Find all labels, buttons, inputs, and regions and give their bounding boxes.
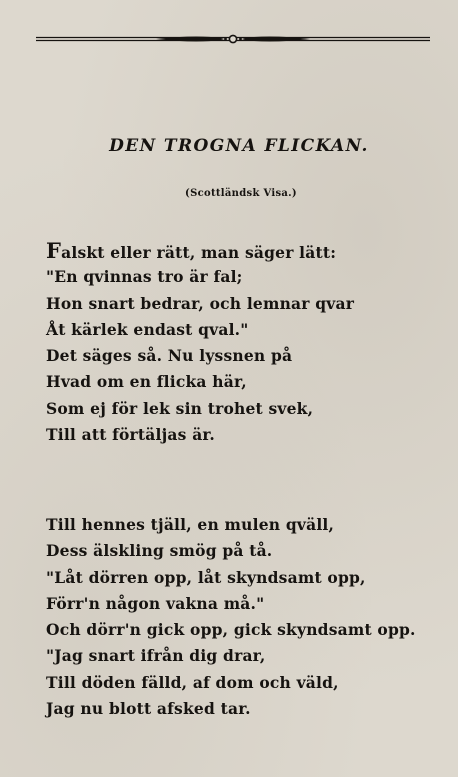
verse-line: Förr'n någon vakna må." (46, 593, 265, 613)
ornamental-rule-icon (36, 32, 430, 46)
verse-line: "Låt dörren opp, låt skyndsamt opp, (46, 567, 366, 587)
verse-line: Hon snart bedrar, och lemnar qvar (46, 293, 355, 313)
verse-line: Till att förtäljas är. (46, 425, 215, 445)
verse-line: Jag nu blott afsked tar. (46, 699, 251, 719)
verse-line: Och dörr'n gick opp, gick skyndsamt opp. (46, 620, 416, 640)
stanza-2 (46, 512, 436, 722)
verse-line-first (46, 238, 436, 264)
verse-line: Det säges så. Nu lyssnen på (46, 346, 293, 366)
verse-line: Dess älskling smög på tå. (46, 541, 273, 561)
verse-line: "En qvinnas tro är fal; (46, 267, 243, 287)
verse-line-text: alskt eller rätt, man säger lätt: (61, 243, 337, 262)
verse-line: Till hennes tjäll, en mulen qväll, (46, 515, 335, 534)
verse-line: Hvad om en flicka här, (46, 372, 247, 392)
verse-line: Åt kärlek endast qval." (46, 319, 249, 339)
verse-line: Till döden fälld, af dom och väld, (46, 672, 339, 692)
verse-line: "Jag snart ifrån dig drar, (46, 646, 266, 666)
verse-line: Som ej för lek sin trohet svek, (46, 398, 314, 418)
poem-subtitle: (Scottländsk Visa.) (185, 188, 297, 199)
poem-title: DEN TROGNA FLICKAN. (109, 136, 369, 156)
stanza-1 (46, 238, 436, 448)
initial-letter: F (46, 238, 62, 263)
